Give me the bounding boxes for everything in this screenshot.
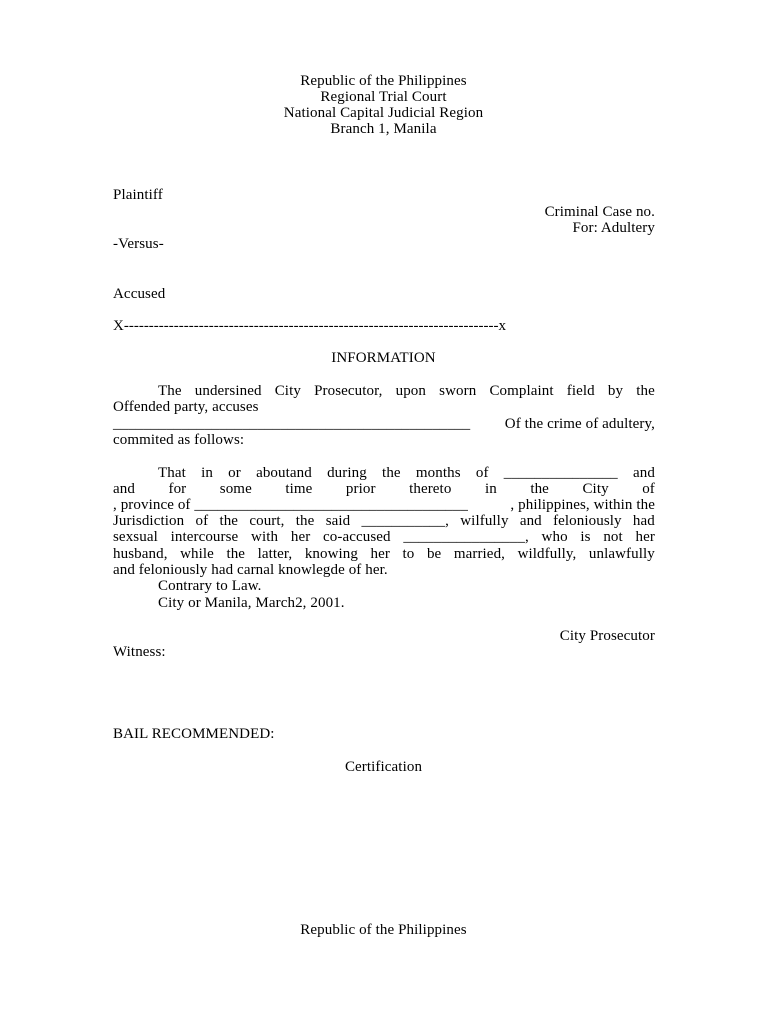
- dateline: City or Manila, March2, 2001.: [158, 595, 345, 611]
- word: thereto: [409, 481, 452, 497]
- para2-line6: [113, 546, 655, 562]
- word: time: [285, 481, 313, 497]
- word: sworn: [439, 383, 477, 399]
- header-region: National Capital Judicial Region: [283, 105, 484, 121]
- word: upon: [395, 383, 427, 399]
- versus-label: -Versus-: [113, 236, 164, 252]
- header-republic: Republic of the Philippines: [300, 73, 467, 89]
- plaintiff-label: Plaintiff: [113, 187, 163, 203]
- word: City: [274, 383, 301, 399]
- word: latter,: [257, 546, 293, 562]
- word: the: [219, 513, 239, 529]
- word: not: [603, 529, 623, 545]
- word: and: [519, 513, 542, 529]
- word: Complaint: [489, 383, 554, 399]
- word: had: [632, 513, 655, 529]
- word: while: [180, 546, 214, 562]
- word: the: [382, 465, 401, 481]
- word: the: [530, 481, 549, 497]
- para2-line4: [113, 513, 655, 529]
- accused-name-blank: _______________________________________________: [113, 416, 471, 432]
- word: of: [475, 465, 489, 481]
- para1-line3: [113, 416, 655, 432]
- para2-line5: [113, 529, 655, 545]
- word: Prosecutor,: [314, 383, 383, 399]
- word: knowing: [304, 546, 359, 562]
- word: her: [370, 546, 390, 562]
- word: be: [426, 546, 442, 562]
- caption-separator: X---------------------------------------------------------------------------x: [113, 318, 506, 334]
- crime-text: Of the crime of adultery,: [504, 416, 655, 432]
- para2-line3: [113, 497, 655, 513]
- word: , philippines, within the: [510, 497, 655, 513]
- word: and: [632, 465, 655, 481]
- word: the: [226, 546, 246, 562]
- word: her: [635, 529, 655, 545]
- word: court,: [249, 513, 285, 529]
- word: aboutand: [256, 465, 312, 481]
- para2-line2: [113, 481, 655, 497]
- document-title: INFORMATION: [331, 350, 436, 366]
- word: by: [607, 383, 624, 399]
- word: wildfully,: [517, 546, 577, 562]
- word: intercourse: [170, 529, 239, 545]
- word: her: [290, 529, 311, 545]
- word: during: [327, 465, 367, 481]
- word: or: [228, 465, 241, 481]
- word: the: [636, 383, 655, 399]
- para1-line1: [113, 383, 655, 399]
- word: married,: [453, 546, 506, 562]
- word: is: [580, 529, 591, 545]
- word: Jurisdiction: [113, 513, 185, 529]
- word: with: [251, 529, 279, 545]
- said-blank: ___________,: [361, 513, 449, 529]
- coaccused-blank: ________________,: [403, 529, 529, 545]
- word: in: [484, 481, 497, 497]
- contrary-to-law: Contrary to Law.: [158, 578, 262, 594]
- word: in: [201, 465, 213, 481]
- word: who: [541, 529, 568, 545]
- word: said: [325, 513, 351, 529]
- word: husband,: [113, 546, 168, 562]
- para1-line2: Offended party, accuses: [113, 399, 259, 415]
- word: feloniously: [553, 513, 622, 529]
- word: prior: [345, 481, 376, 497]
- header-court: Regional Trial Court: [320, 89, 447, 105]
- word: of: [642, 481, 655, 497]
- para1-line4: commited as follows:: [113, 432, 245, 448]
- word: to: [402, 546, 415, 562]
- case-number-label: Criminal Case no.: [544, 204, 655, 220]
- word: undersined: [194, 383, 262, 399]
- bail-recommended: BAIL RECOMMENDED:: [113, 726, 275, 742]
- word: field: [566, 383, 595, 399]
- word: unlawfully: [588, 546, 655, 562]
- para2-line7: and feloniously had carnal knowlegde of her.: [113, 562, 388, 578]
- province-blank: , province of ____________________________________: [113, 497, 468, 513]
- word: co-accused: [323, 529, 391, 545]
- word: That: [158, 465, 186, 481]
- word: The: [158, 383, 182, 399]
- word: some: [219, 481, 252, 497]
- word: wilfully: [460, 513, 509, 529]
- word: for: [168, 481, 187, 497]
- case-for-label: For: Adultery: [572, 220, 655, 236]
- witness-label: Witness:: [113, 644, 166, 660]
- certification-title: Certification: [344, 759, 423, 775]
- word: months: [415, 465, 461, 481]
- accused-label: Accused: [113, 286, 166, 302]
- header-branch: Branch 1, Manila: [330, 121, 437, 137]
- para2-line1: [113, 465, 655, 481]
- word: of: [195, 513, 209, 529]
- signature-prosecutor: City Prosecutor: [559, 628, 655, 644]
- word: the: [295, 513, 315, 529]
- word: sexsual: [113, 529, 158, 545]
- word: and: [113, 481, 135, 497]
- month-blank: _______________: [503, 465, 618, 481]
- footer-republic: Republic of the Philippines: [300, 922, 467, 938]
- word: City: [582, 481, 609, 497]
